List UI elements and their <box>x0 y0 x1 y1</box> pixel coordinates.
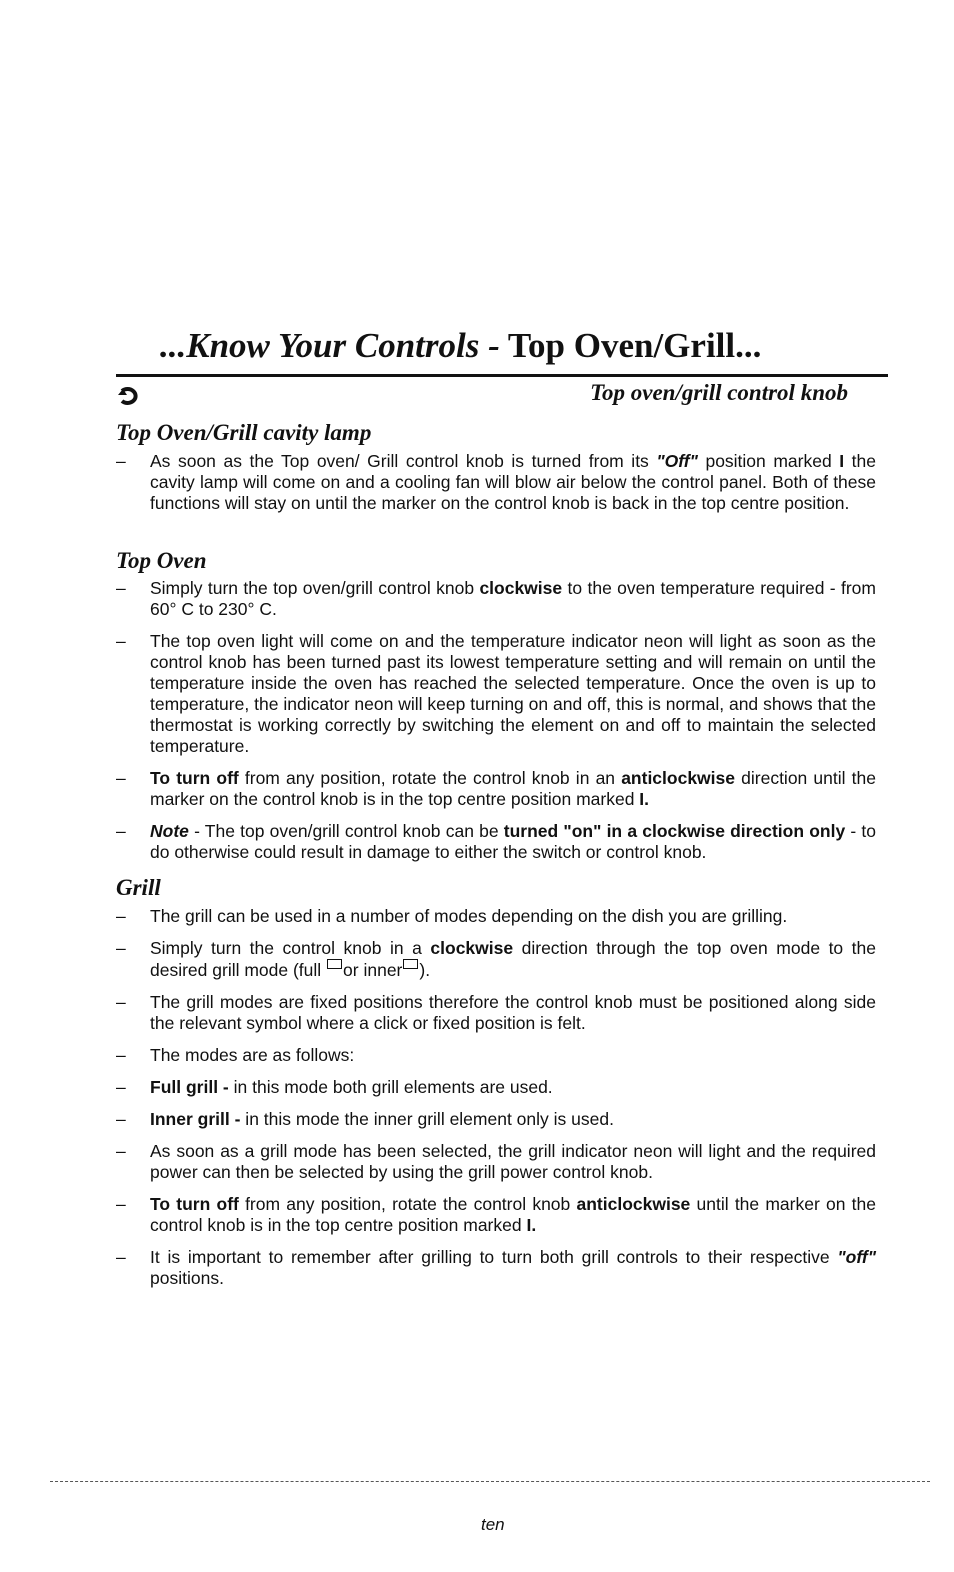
page-number: ten <box>481 1515 505 1534</box>
list-item: – Simply turn the top oven/grill control knob clockwise to the oven temperature required - from 60° C to 230° C. <box>116 578 876 619</box>
inner-grill-icon <box>403 959 418 969</box>
dash: – <box>116 1141 126 1161</box>
dash: – <box>116 1045 126 1065</box>
list-item: – The grill can be used in a number of modes depending on the dish you are grilling. <box>116 906 788 926</box>
dash: – <box>116 631 126 651</box>
dash: – <box>116 768 126 788</box>
list-item: – Full grill - in this mode both grill elements are used. <box>116 1077 553 1097</box>
list-item: – To turn off from any position, rotate the control knob anticlockwise until the marker on the control knob is in the top centre position marked I. <box>116 1194 877 1235</box>
list-item: – To turn off from any position, rotate the control knob in an anticlockwise direction until the marker on the control knob is in the top centre position marked I. <box>116 768 877 809</box>
dash: – <box>116 1077 126 1097</box>
dash: – <box>116 938 126 958</box>
dash: – <box>116 451 126 471</box>
lamp-heading: Top Oven/Grill cavity lamp <box>116 420 372 445</box>
grill-heading: Grill <box>116 875 161 900</box>
list-item: – Simply turn the control knob in a clockwise direction through the top oven mode to the desired grill mode (full or inner ). <box>116 938 876 980</box>
list-item: – Note - The top oven/grill control knob can be turned "on" in a clockwise direction only - to do otherwise could result in damage to either the switch or control knob. <box>116 821 876 862</box>
dash: – <box>116 821 126 841</box>
list-item: – The top oven light will come on and the temperature indicator neon will light as soon as the control knob has been turned past its lowest temperature setting and will remain on until the temperature inside the oven has reached the selected temperature. Once the oven is up to temperature, the indicator neon will keep turning on and off, this is normal, and shows that the thermostat is working correctly by switching the element on and off to maintain the selected temperature. <box>116 631 876 756</box>
list-item: – The grill modes are fixed positions therefore the control knob must be positioned along side the relevant symbol where a click or fixed position is felt. <box>116 992 876 1033</box>
list-item: – It is important to remember after grilling to turn both grill controls to their respective "off" positions. <box>116 1247 876 1288</box>
full-grill-icon <box>327 959 342 969</box>
title-italic: ...Know Your Controls - <box>160 326 500 365</box>
title-plain: Top Oven/Grill... <box>499 326 762 365</box>
dash: – <box>116 1247 126 1267</box>
grill-section <box>116 906 876 1289</box>
footer-rule <box>50 1481 930 1482</box>
dash: – <box>116 906 126 926</box>
dash: – <box>116 1109 126 1129</box>
dash: – <box>116 1194 126 1214</box>
top-oven-heading: Top Oven <box>116 548 207 573</box>
top-oven-section <box>116 578 876 863</box>
list-item: – As soon as the Top oven/ Grill control knob is turned from its "Off" position marked I the cavity lamp will come on and a cooling fan will blow air below the control panel. Both of these functions will stay on until the marker on the control knob is back in the top centre position. <box>116 451 876 513</box>
title-rule <box>116 374 888 377</box>
list-item: – As soon as a grill mode has been selected, the grill indicator neon will light and the required power can then be selected by using the grill power control knob. <box>116 1141 876 1182</box>
dash: – <box>116 578 126 598</box>
lamp-section <box>116 451 876 514</box>
list-item: – The modes are as follows: <box>116 1045 355 1065</box>
control-knob-heading: Top oven/grill control knob <box>590 380 848 405</box>
dash: – <box>116 992 126 1012</box>
list-item: – Inner grill - in this mode the inner grill element only is used. <box>116 1109 614 1129</box>
knob-rotate-icon <box>118 386 142 406</box>
page-title <box>160 326 920 366</box>
